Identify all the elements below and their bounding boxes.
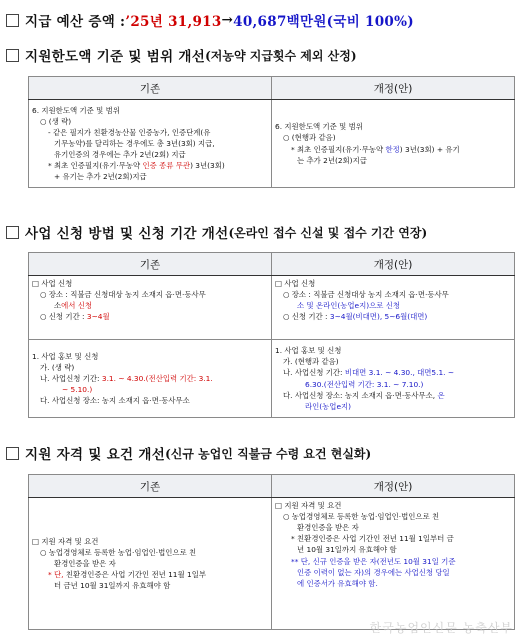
text-line: 터 금년 10월 31일까지 유효해야 함 — [54, 581, 171, 591]
column-header-after: 개정(안) — [272, 475, 515, 498]
column-header-before: 기존 — [29, 475, 272, 498]
checkbox-square-icon — [6, 14, 19, 27]
highlight-text: 3~4월(비대면), 5~6월(대면) — [329, 312, 428, 322]
section-1-before-cell — [29, 100, 272, 188]
text-line: * 단, 친환경인증은 사업 기간인 전년 11월 1일부 — [48, 570, 206, 580]
text-line: + 유기는 추가 2년(2회)지급 — [54, 172, 147, 182]
highlight-text: 에서 신청 — [61, 301, 93, 311]
section-1-after-cell — [272, 100, 515, 188]
section-1-subtitle: (저농약 지급횟수 제외 산정) — [205, 48, 357, 63]
text-line: ○ 농업경영체로 등록한 농업·임업인·법인으로 친 — [283, 512, 440, 522]
section-2-after-cell-b — [272, 340, 515, 418]
highlight-text: 3~4월 — [86, 312, 110, 322]
section-2-before-cell-a — [29, 276, 272, 340]
section-3-table — [28, 474, 515, 630]
checkbox-square-icon — [6, 49, 19, 62]
text-line: 환경인증을 받은 자 — [297, 523, 359, 533]
text-line: □ 사업 신청 — [275, 279, 316, 288]
highlight-text: 소 및 온라인(농업e지)으로 신청 — [297, 301, 401, 311]
text-line: ○ (생 략) — [40, 116, 72, 126]
text-line: □ 지원 자격 및 요건 — [32, 536, 99, 546]
section-3-after-cell — [272, 498, 515, 630]
text-line: - 같은 필지가 친환경농산물 인증농가, 인증단계(유 — [48, 127, 211, 137]
highlight-text: 온 — [437, 390, 445, 400]
section-2-before-cell-b — [29, 340, 272, 418]
highlight-text: 6.30.(전산입력 기간: 3.1. ~ 7.10.) — [305, 379, 424, 389]
section-3-subtitle: (신규 농업인 직불금 수령 요건 현실화) — [165, 446, 372, 461]
text-line: 다. 사업신청 장소: 농지 소재지 읍·면·동사무소, 온 — [283, 390, 445, 400]
text-line: 유기인증의 경우에는 추가 2년(2회) 지급 — [54, 150, 186, 160]
highlight-text: ~ 5.10.) — [62, 385, 93, 395]
text-line: 1. 사업 홍보 및 신청 — [32, 351, 99, 361]
section-1-heading — [6, 45, 357, 65]
budget-heading — [6, 10, 414, 30]
highlight-text: 3.1. ~ 4.30.(전산입력 기간: 3.1. — [101, 373, 213, 383]
text-line: 6. 지원한도액 기준 및 범위 — [275, 122, 363, 132]
text-line: 나. 사업신청 기간: 3.1. ~ 4.30.(전산입력 기간: 3.1. — [40, 373, 213, 383]
highlight-text: * 단, — [48, 570, 66, 580]
column-header-before: 기존 — [29, 77, 272, 100]
text-line: 가. (현행과 같음) — [283, 357, 339, 367]
text-line: * 친환경인증은 사업 기간인 전년 11월 1일부터 금 — [291, 534, 454, 544]
highlight-text: 에 인증서가 유효해야 함. — [297, 578, 378, 588]
watermark-text: 한국농업인신문 농축산부 — [369, 621, 513, 635]
section-2-heading — [6, 222, 427, 242]
text-line: □ 사업 신청 — [32, 279, 73, 288]
budget-new-value: 40,687백만원(국비 100%) — [233, 14, 414, 30]
text-line: 다. 사업신청 장소: 농지 소재지 읍·면·동사무소 — [40, 396, 190, 406]
column-header-after: 개정(안) — [272, 253, 515, 276]
section-1-table — [28, 76, 515, 188]
text-line: 기무농약)를 달리하는 경우에도 총 3년(3회) 지급, — [54, 138, 215, 148]
column-header-after: 개정(안) — [272, 77, 515, 100]
section-2-after-cell-a — [272, 276, 515, 340]
text-line: ○ 농업경영체로 등록한 농업·임업인·법인으로 친 — [40, 547, 197, 557]
highlight-text: ** 단, 신규 인증을 받은 자(전년도 10월 31일 기준 — [291, 556, 456, 566]
section-2-title: 사업 신청 방법 및 신청 기간 개선 — [25, 226, 229, 242]
text-line: 소에서 신청 — [54, 301, 93, 311]
checkbox-square-icon — [6, 226, 19, 239]
text-line: ○ 신청 기간 : 3~4월(비대면), 5~6월(대면) — [283, 312, 428, 322]
highlight-text: 비대면 3.1. ~ 4.30., 대면5.1. ~ — [344, 368, 455, 378]
column-header-before: 기존 — [29, 253, 272, 276]
text-line: 가. (생 략) — [40, 362, 75, 372]
budget-old-value: ’25년 31,913 — [125, 14, 222, 30]
text-line: 는 추가 2년(2회)지급 — [297, 155, 367, 165]
section-3-title: 지원 자격 및 요건 개선 — [25, 447, 166, 463]
section-2-table — [28, 252, 515, 418]
text-line: * 최초 인증필지(유기·무농약 한정) 3년(3회) + 유기 — [291, 144, 460, 154]
highlight-text: 인증 종류 무관 — [142, 161, 191, 171]
text-line: 나. 사업신청 기간: 비대면 3.1. ~ 4.30., 대면5.1. ~ — [283, 368, 455, 378]
highlight-text: 인증 이력이 없는 자)의 경우에는 사업신청 당일 — [297, 567, 450, 577]
highlight-text: 라인(농업e지) — [305, 401, 352, 411]
section-3-before-cell — [29, 498, 272, 630]
section-1-title: 지원한도액 기준 및 범위 개선 — [25, 49, 206, 65]
text-line: ○ 장소 : 직불금 신청대상 농지 소재지 읍·면·동사무 — [283, 290, 449, 300]
highlight-text: 한정 — [385, 144, 400, 154]
text-line: ○ (현행과 같음) — [283, 133, 336, 143]
text-line: ○ 신청 기간 : 3~4월 — [40, 312, 110, 322]
text-line: * 최초 인증필지(유기·무농약 인증 종류 무관) 3년(3회) — [48, 161, 225, 171]
text-line: □ 지원 자격 및 요건 — [275, 501, 342, 510]
text-line: 1. 사업 홍보 및 신청 — [275, 346, 342, 356]
text-line: ○ 장소 : 직불금 신청대상 농지 소재지 읍·면·동사무 — [40, 290, 206, 300]
text-line: 환경인증을 받은 자 — [54, 558, 116, 568]
budget-label: 지급 예산 증액 : — [25, 14, 126, 30]
arrow-right-icon: → — [221, 12, 234, 28]
checkbox-square-icon — [6, 447, 19, 460]
section-2-subtitle: (온라인 접수 신설 및 접수 기간 연장) — [228, 225, 428, 240]
text-line: 6. 지원한도액 기준 및 범위 — [32, 105, 120, 115]
text-line: 년 10월 31일까지 유효해야 함 — [297, 545, 397, 555]
section-3-heading — [6, 443, 371, 463]
